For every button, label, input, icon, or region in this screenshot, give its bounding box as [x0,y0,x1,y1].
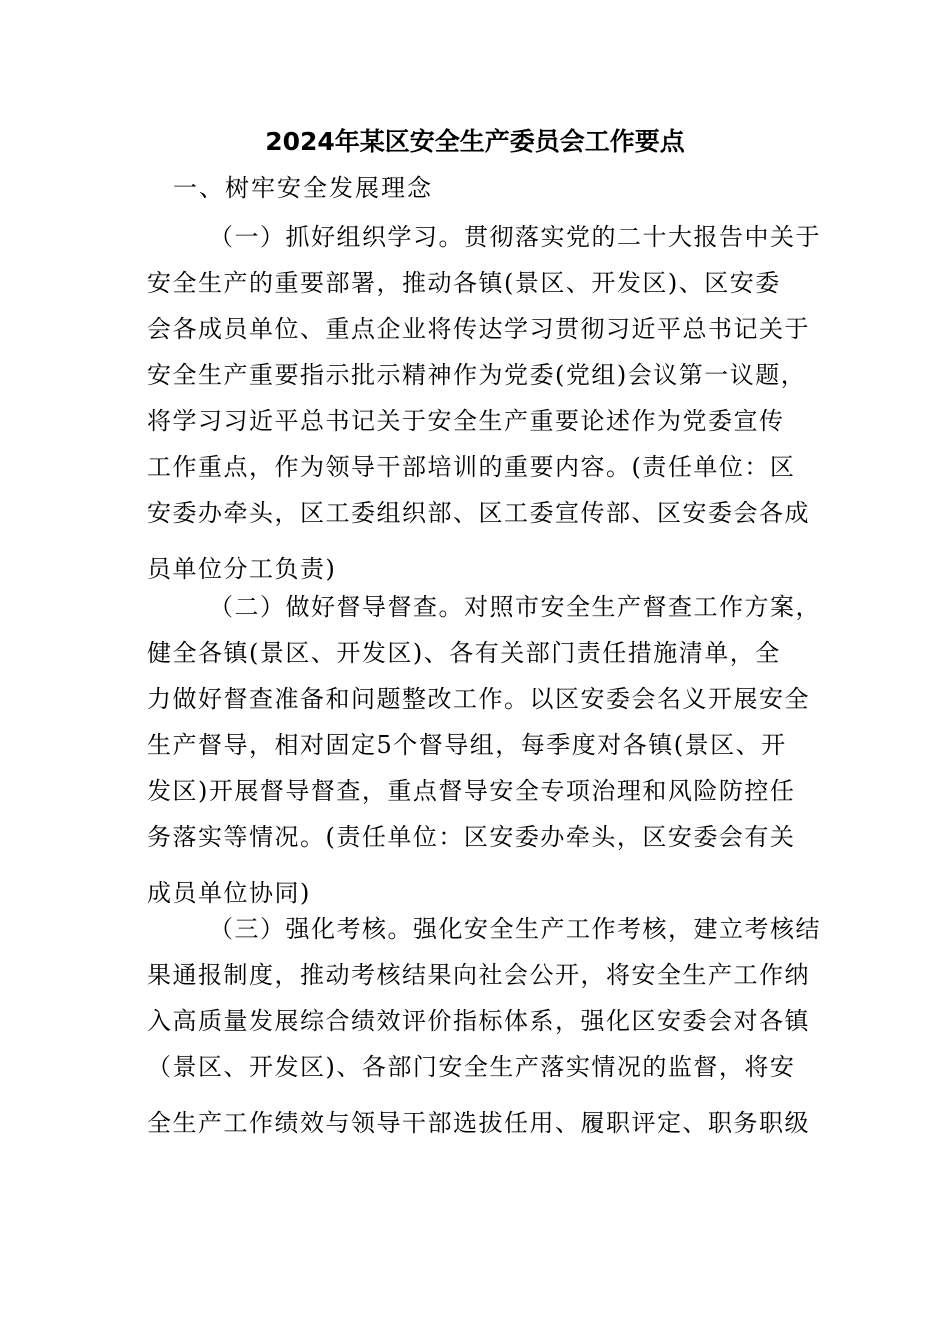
paragraph-supervision [147,584,821,916]
paragraph-line: （一）抓好组织学习。贯彻落实党的二十大报告中关于 [209,223,821,251]
paragraph-line: 安委办牵头，区工委组织部、区工委宣传部、区安委会各成 [147,499,810,527]
paragraph-assessment [147,906,821,1146]
paragraph-line: 务落实等情况。(责任单位：区安委办牵头，区安委会有关 [147,823,796,851]
paragraph-line: 生产督导，相对固定5个督导组，每季度对各镇(景区、开 [147,731,787,759]
paragraph-line: 力做好督查准备和问题整改工作。以区安委会名义开展安全 [147,685,810,713]
paragraph-organize-study [147,214,821,592]
paragraph-line: 健全各镇(景区、开发区)、各有关部门责任措施清单，全 [147,639,781,667]
paragraph-line: 员单位分工负责) [147,555,337,583]
paragraph-line: （二）做好督导督查。对照市安全生产督查工作方案， [209,593,821,621]
paragraph-line: 发区)开展督导督查，重点督导安全专项治理和风险防控任 [147,777,796,805]
section-heading: 一、树牢安全发展理念 [173,174,433,202]
paragraph-line: 入高质量发展综合绩效评价指标体系，强化区安委会对各镇 [147,1007,810,1035]
paragraph-line: 将学习习近平总书记关于安全生产重要论述作为党委宣传 [147,407,785,435]
paragraph-line: （景区、开发区)、各部门安全生产落实情况的监督，将安 [147,1053,796,1081]
paragraph-line: 安全生产重要指示批示精神作为党委(党组)会议第一议题， [147,361,807,389]
paragraph-line: 全生产工作绩效与领导干部选拔任用、履职评定、职务职级 [147,1109,810,1137]
paragraph-line: 果通报制度，推动考核结果向社会公开，将安全生产工作纳 [147,961,810,989]
paragraph-line: 工作重点，作为领导干部培训的重要内容。(责任单位：区 [147,453,796,481]
paragraph-line: 安全生产的重要部署，推动各镇(景区、开发区)、区安委 [147,269,781,297]
paragraph-line: （三）强化考核。强化安全生产工作考核，建立考核结 [209,915,821,943]
paragraph-line: 会各成员单位、重点企业将传达学习贯彻习近平总书记关于 [147,315,810,343]
document-title: 2024年某区安全生产委员会工作要点 [265,127,685,156]
paragraph-line: 成员单位协同) [147,879,311,907]
